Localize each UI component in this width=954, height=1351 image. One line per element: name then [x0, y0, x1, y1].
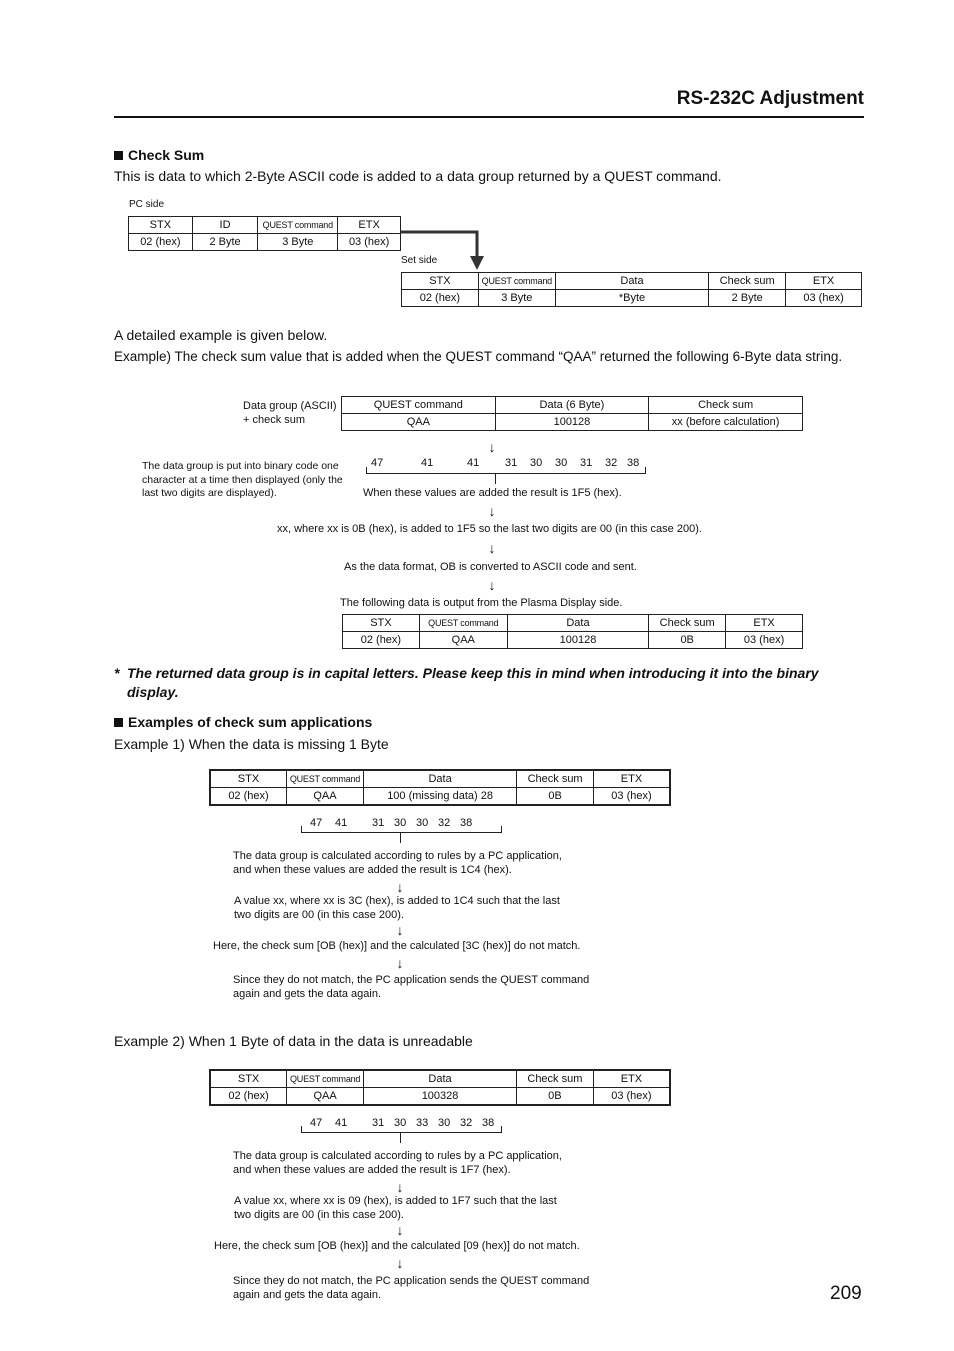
table-header: STX	[210, 1070, 287, 1088]
pc-side-table	[128, 216, 401, 251]
ex1-step-4-line1: Since they do not match, the PC application sends the QUEST command	[233, 974, 590, 986]
set-side-label: Set side	[401, 255, 438, 266]
ex2-step-1	[233, 1149, 562, 1177]
table-header: ETX	[593, 1070, 670, 1088]
byte-value: 32	[460, 1117, 473, 1129]
page-number: 209	[830, 1283, 862, 1304]
table-cell: 03 (hex)	[593, 788, 670, 806]
check-sum-heading	[114, 147, 204, 163]
table-header: ETX	[726, 615, 803, 632]
byte-value: 33	[416, 1117, 429, 1129]
data-group-label-line1: Data group (ASCII)	[243, 400, 337, 412]
table-header: Check sum	[649, 615, 726, 632]
ex2-step-1-line2: and when these values are added the result is 1F7 (hex).	[233, 1164, 511, 1176]
down-arrow-icon: ↓	[488, 540, 496, 556]
byte-value: 31	[580, 457, 593, 469]
example-2-table	[209, 1069, 671, 1106]
page-title: RS-232C Adjustment	[676, 88, 864, 109]
byte-value: 30	[555, 457, 568, 469]
byte-value: 31	[372, 817, 385, 829]
table-cell: 100328	[364, 1088, 517, 1106]
step-2-text: xx, where xx is 0B (hex), is added to 1F5 so the last two digits are 00 (in this case 200).	[277, 523, 702, 535]
example-table-1	[341, 396, 803, 431]
down-arrow-icon: ↓	[396, 955, 404, 971]
byte-value: 38	[627, 457, 640, 469]
byte-value: 47	[310, 1117, 323, 1129]
check-sum-intro: This is data to which 2-Byte ASCII code is added to a data group returned by a QUEST command.	[114, 168, 722, 184]
down-arrow-icon: ↓	[488, 503, 496, 519]
bracket-tick	[400, 1133, 401, 1143]
table-cell: 03 (hex)	[786, 290, 862, 307]
table-header: Data	[363, 770, 516, 788]
table-cell: 02 (hex)	[402, 290, 479, 307]
bullet-square-icon	[114, 151, 123, 160]
table-header: QUEST command	[342, 397, 496, 414]
table-cell: 02 (hex)	[129, 234, 193, 251]
down-arrow-icon: ↓	[488, 577, 496, 593]
bracket-tick	[400, 833, 401, 843]
table-cell: 03 (hex)	[726, 632, 803, 649]
table-cell: xx (before calculation)	[649, 414, 803, 431]
table-header: Check sum	[517, 770, 594, 788]
ex1-step-1-line2: and when these values are added the result is 1C4 (hex).	[233, 864, 512, 876]
table-header: ETX	[593, 770, 670, 788]
table-cell: *Byte	[555, 290, 708, 307]
table-cell: 02 (hex)	[210, 1088, 287, 1106]
binary-note	[142, 460, 343, 501]
byte-value: 32	[438, 817, 451, 829]
byte-value: 38	[482, 1117, 495, 1129]
ex2-step-3: Here, the check sum [OB (hex)] and the calculated [09 (hex)] do not match.	[214, 1240, 580, 1252]
note-line2: display.	[127, 684, 179, 700]
table-cell: QAA	[287, 1088, 364, 1106]
example-1-table	[209, 769, 671, 806]
byte-value: 30	[416, 817, 429, 829]
table-cell: 100128	[495, 414, 649, 431]
table-header: Data	[507, 615, 649, 632]
table-cell: 0B	[517, 788, 594, 806]
byte-value: 32	[605, 457, 618, 469]
byte-value: 41	[335, 817, 348, 829]
table-header: QUEST command	[419, 615, 507, 632]
check-sum-heading-text: Check Sum	[128, 147, 205, 163]
table-header: Data (6 Byte)	[495, 397, 649, 414]
table-cell: 2 Byte	[192, 234, 258, 251]
table-header: ETX	[786, 273, 862, 290]
table-header: QUEST command	[478, 273, 555, 290]
example-1-text: When the data is missing 1 Byte	[188, 736, 389, 752]
example-2-label: Example 2)	[114, 1033, 185, 1049]
note-line1: The returned data group is in capital letters. Please keep this in mind when introducing it into the binary	[127, 665, 819, 681]
example-1-line	[114, 736, 389, 752]
sum-text: When these values are added the result is 1F5 (hex).	[363, 487, 622, 499]
down-arrow-icon: ↓	[396, 1222, 404, 1238]
bullet-square-icon	[114, 718, 123, 727]
byte-value: 41	[467, 457, 480, 469]
byte-value: 30	[394, 817, 407, 829]
ex1-step-1	[233, 849, 562, 877]
byte-value: 30	[394, 1117, 407, 1129]
example-text: The check sum value that is added when the QUEST command “QAA” returned the following 6-Byte data string.	[174, 349, 843, 364]
binary-note-line2: character at a time then displayed (only the	[142, 473, 343, 486]
ex1-step-2-line2: two digits are 00 (in this case 200).	[234, 909, 404, 921]
ex1-step-2-line1: A value xx, where xx is 3C (hex), is added to 1C4 such that the last	[234, 895, 560, 907]
table-header: STX	[210, 770, 287, 788]
example-2-text: When 1 Byte of data in the data is unreadable	[188, 1033, 473, 1049]
byte-value: 31	[372, 1117, 385, 1129]
byte-value: 41	[335, 1117, 348, 1129]
binary-note-line3: last two digits are displayed).	[142, 487, 277, 499]
table-cell: 0B	[649, 632, 726, 649]
table-cell: 0B	[517, 1088, 594, 1106]
note-text	[127, 664, 864, 702]
table-cell: 03 (hex)	[593, 1088, 670, 1106]
ex2-step-1-line1: The data group is calculated according to rules by a PC application,	[233, 1150, 562, 1162]
bracket-tick	[495, 474, 496, 484]
binary-note-line1: The data group is put into binary code one	[142, 460, 339, 472]
example-table-2	[342, 614, 803, 649]
example-2-line	[114, 1033, 473, 1049]
table-cell: 3 Byte	[478, 290, 555, 307]
page-header	[114, 86, 864, 118]
example-label: Example)	[114, 349, 172, 364]
data-group-label-line2: + check sum	[243, 414, 306, 426]
table-header: ID	[192, 217, 258, 234]
table-cell: 3 Byte	[258, 234, 338, 251]
ex1-step-3: Here, the check sum [OB (hex)] and the calculated [3C (hex)] do not match.	[213, 940, 581, 952]
table-header: STX	[129, 217, 193, 234]
ex2-step-4	[233, 1274, 589, 1302]
table-cell: 02 (hex)	[343, 632, 420, 649]
table-cell: QAA	[419, 632, 507, 649]
pc-to-set-arrow	[399, 228, 489, 274]
ex2-step-4-line2: again and gets the data again.	[233, 1289, 382, 1301]
table-header: Check sum	[709, 273, 786, 290]
table-header: Data	[364, 1070, 517, 1088]
ex2-step-2	[234, 1194, 557, 1222]
byte-value: 31	[505, 457, 518, 469]
table-cell: QAA	[287, 788, 364, 806]
applications-heading-text: Examples of check sum applications	[128, 714, 373, 730]
byte-value: 41	[421, 457, 434, 469]
note-star: *	[114, 665, 120, 681]
table-cell: 02 (hex)	[210, 788, 287, 806]
down-arrow-icon: ↓	[396, 879, 404, 895]
table-header: STX	[402, 273, 479, 290]
byte-value: 30	[530, 457, 543, 469]
table-header: QUEST command	[258, 217, 338, 234]
table-header: STX	[343, 615, 420, 632]
ex1-step-1-line1: The data group is calculated according to rules by a PC application,	[233, 850, 562, 862]
step-3-text: As the data format, OB is converted to ASCII code and sent.	[344, 561, 637, 573]
applications-heading	[114, 714, 372, 730]
table-header: Check sum	[649, 397, 803, 414]
byte-value: 47	[310, 817, 323, 829]
byte-value: 30	[438, 1117, 451, 1129]
table-header: QUEST command	[287, 1070, 364, 1088]
table-cell: 100128	[507, 632, 649, 649]
byte-value: 38	[460, 817, 473, 829]
ex2-step-2-line1: A value xx, where xx is 09 (hex), is added to 1F7 such that the last	[234, 1195, 557, 1207]
ex2-step-2-line2: two digits are 00 (in this case 200).	[234, 1209, 404, 1221]
data-group-label	[243, 399, 337, 427]
table-cell: 100 (missing data) 28	[363, 788, 516, 806]
table-cell: 03 (hex)	[338, 234, 401, 251]
table-header: QUEST command	[287, 770, 364, 788]
byte-value: 47	[371, 457, 384, 469]
ex1-step-2	[234, 894, 560, 922]
table-header: Data	[555, 273, 708, 290]
ex2-step-4-line1: Since they do not match, the PC application sends the QUEST command	[233, 1275, 590, 1287]
example-line	[114, 349, 842, 364]
table-cell: 2 Byte	[709, 290, 786, 307]
ex1-step-4-line2: again and gets the data again.	[233, 988, 382, 1000]
down-arrow-icon: ↓	[396, 922, 404, 938]
example-1-label: Example 1)	[114, 736, 185, 752]
down-arrow-icon: ↓	[396, 1255, 404, 1271]
set-side-table	[401, 272, 862, 307]
table-header: ETX	[338, 217, 401, 234]
table-header: Check sum	[517, 1070, 594, 1088]
detail-intro: A detailed example is given below.	[114, 327, 328, 343]
table-cell: QAA	[342, 414, 496, 431]
down-arrow-icon: ↓	[488, 439, 496, 455]
pc-side-label: PC side	[129, 199, 165, 210]
down-arrow-icon: ↓	[396, 1179, 404, 1195]
step-4-text: The following data is output from the Plasma Display side.	[340, 597, 623, 609]
ex1-step-4	[233, 973, 589, 1001]
